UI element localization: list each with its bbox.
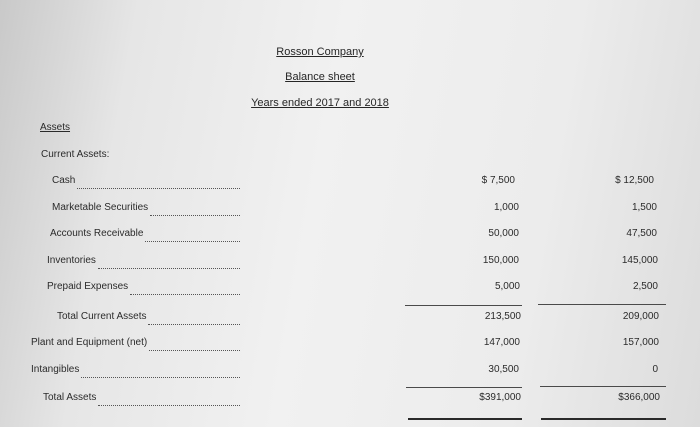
value-2017: 30,500 [488, 364, 519, 375]
value-2018: 0 [652, 364, 658, 375]
leader-dots [150, 205, 240, 216]
row-label: Plant and Equipment (net) [31, 337, 148, 348]
value-2018: 1,500 [631, 202, 657, 213]
row-label: Total Current Assets [57, 311, 147, 322]
row-plant-and-equipment [0, 337, 700, 353]
leader-dots [145, 231, 240, 242]
row-label: Accounts Receivable [50, 228, 144, 239]
row-label: Marketable Securities [52, 202, 149, 213]
row-prepaid-expenses [0, 281, 700, 297]
leader-dots [77, 178, 240, 189]
value-2017: 150,000 [482, 255, 519, 266]
leader-dots [98, 395, 240, 406]
current-assets-heading: Current Assets: [41, 149, 110, 160]
row-label: Inventories [47, 255, 96, 266]
assets-heading: Assets [40, 122, 71, 133]
leader-dots [98, 258, 240, 269]
leader-dots [149, 340, 240, 351]
value-2017: 50,000 [488, 228, 519, 239]
statement-title: Balance sheet [285, 71, 355, 83]
value-2018: 47,500 [626, 228, 657, 239]
row-total-current-assets [0, 311, 700, 327]
leader-dots [148, 314, 240, 325]
statement-period: Years ended 2017 and 2018 [251, 97, 389, 109]
value-2018: 145,000 [621, 255, 658, 266]
row-label: Total Assets [43, 392, 97, 403]
row-total-assets [0, 392, 700, 408]
company-name: Rosson Company [276, 46, 364, 58]
value-2017: $ 7,500 [481, 175, 515, 186]
value-2018: $366,000 [618, 392, 660, 403]
value-2017: 5,000 [494, 281, 520, 292]
subtotal-rule-2017 [405, 305, 522, 306]
leader-dots [81, 367, 240, 378]
grand-total-rule-2018 [541, 418, 666, 420]
row-label: Prepaid Expenses [47, 281, 129, 292]
value-2017: $391,000 [479, 392, 521, 403]
value-2018: 157,000 [622, 337, 659, 348]
row-cash [0, 175, 700, 191]
row-label: Cash [52, 175, 76, 186]
row-marketable-securities [0, 202, 700, 218]
total-rule-2018 [540, 386, 666, 387]
row-inventories [0, 255, 700, 271]
value-2018: 209,000 [622, 311, 659, 322]
value-2017: 1,000 [493, 202, 519, 213]
row-intangibles [0, 364, 700, 380]
leader-dots [130, 284, 240, 295]
row-accounts-receivable [0, 228, 700, 244]
value-2017: 213,500 [484, 311, 521, 322]
value-2018: $ 12,500 [615, 175, 654, 186]
row-label: Intangibles [31, 364, 80, 375]
total-rule-2017 [406, 387, 522, 388]
value-2018: 2,500 [632, 281, 658, 292]
subtotal-rule-2018 [538, 304, 666, 305]
value-2017: 147,000 [483, 337, 520, 348]
grand-total-rule-2017 [408, 418, 522, 420]
